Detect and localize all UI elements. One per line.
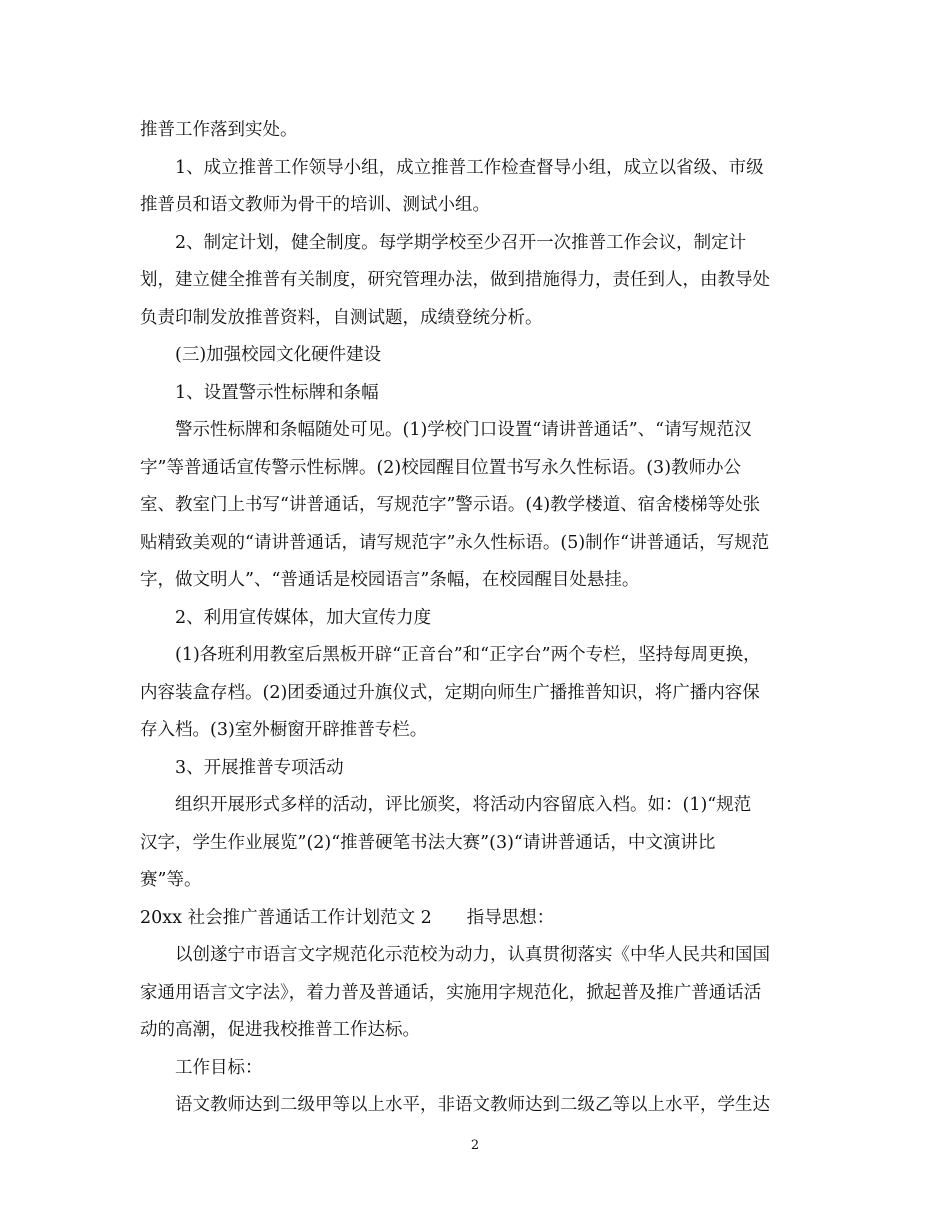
document-body: [140, 112, 812, 1125]
body-line: 负责印制发放推普资料，自测试题，成绩登统分析。: [140, 307, 543, 328]
body-line: 室、教室门上书写“讲普通话，写规范字”警示语。(4)教学楼道、宿舍楼梯等处张: [140, 495, 761, 515]
body-line: 以创遂宁市语言文字规范化示范校为动力，认真贯彻落实《中华人民共和国国: [175, 945, 770, 965]
subsection-heading: 3、开展推普专项活动: [175, 757, 344, 778]
body-line: 2、制定计划，健全制度。每学期学校至少召开一次推普工作会议，制定计: [175, 232, 747, 253]
body-line: 存入档。(3)室外橱窗开辟推普专栏。: [140, 720, 428, 740]
body-line: 贴精致美观的“请讲普通话，请写规范字”永久性标语。(5)制作“讲普通话，写规范: [140, 532, 770, 553]
body-line: 字”等普通话宣传警示性标牌。(2)校园醒目位置书写永久性标语。(3)教师办公: [140, 457, 742, 478]
body-line: (1)各班利用教室后黑板开辟“正音台”和“正字台”两个专栏，坚持每周更换，: [175, 645, 761, 665]
body-line: 赛”等。: [140, 870, 202, 890]
section-heading: (三)加强校园文化硬件建设: [175, 345, 382, 365]
body-line: 划，建立健全推普有关制度，研究管理办法，做到措施得力，责任到人，由教导处: [140, 270, 770, 290]
body-line: 语文教师达到二级甲等以上水平，非语文教师达到二级乙等以上水平，学生达: [175, 1095, 770, 1115]
body-line: 1、成立推普工作领导小组，成立推普工作检查督导小组，成立以省级、市级: [175, 157, 764, 178]
body-line: 推普员和语文教师为骨干的培训、测试小组。: [140, 195, 490, 215]
body-line: 汉字，学生作业展览”(2)“推普硬笔书法大赛”(3)“请讲普通话，中文演讲比: [140, 832, 716, 853]
subsection-heading: 1、设置警示性标牌和条幅: [175, 382, 379, 403]
page-number: 2: [470, 1138, 480, 1153]
body-line: 家通用语言文字法》，着力普及普通话，实施用字规范化，掀起普及推广普通话活: [140, 982, 762, 1003]
body-line: 内容装盒存档。(2)团委通过升旗仪式，定期向师生广播推普知识，将广播内容保: [140, 682, 760, 703]
body-line: 字，做文明人”、“普通话是校园语言”条幅，在校园醒目处悬挂。: [140, 570, 640, 590]
body-line: 推普工作落到实处。: [140, 120, 298, 140]
subsection-heading: 2、利用宣传媒体，加大宣传力度: [175, 607, 432, 628]
subsection-heading: 工作目标：: [175, 1057, 263, 1078]
body-line: 动的高潮，促进我校推普工作达标。: [140, 1020, 420, 1040]
body-line: 组织开展形式多样的活动，评比颁奖，将活动内容留底入档。如：(1)“规范: [175, 795, 752, 815]
body-line: 警示性标牌和条幅随处可见。(1)学校门口设置“请讲普通话”、“请写规范汉: [175, 420, 752, 440]
document-title-line: 20xx 社会推广普通话工作计划范文 2 指导思想：: [140, 907, 555, 928]
